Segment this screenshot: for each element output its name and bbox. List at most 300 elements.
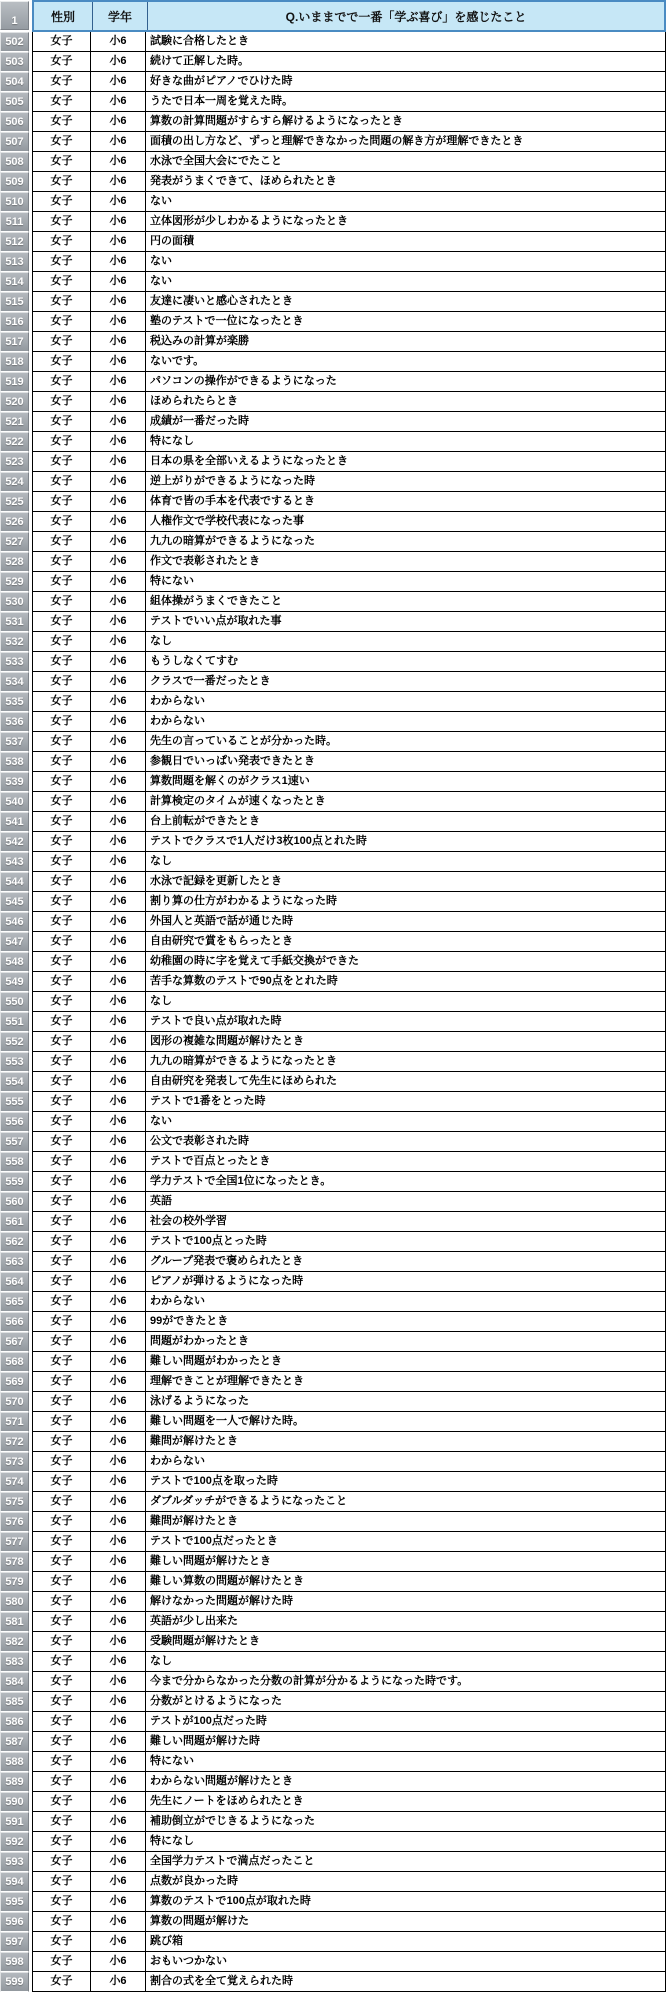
cell-answer[interactable]: 英語	[146, 1192, 666, 1212]
cell-gender[interactable]: 女子	[32, 472, 91, 492]
cell-gender[interactable]: 女子	[32, 1232, 91, 1252]
cell-gender[interactable]: 女子	[32, 1472, 91, 1492]
row-number[interactable]: 515	[0, 292, 29, 312]
cell-answer[interactable]: 日本の県を全部いえるようになったとき	[146, 452, 666, 472]
row-number[interactable]: 543	[0, 852, 29, 872]
cell-gender[interactable]: 女子	[32, 532, 91, 552]
cell-gender[interactable]: 女子	[32, 252, 91, 272]
cell-gender[interactable]: 女子	[32, 1812, 91, 1832]
cell-gender[interactable]: 女子	[32, 1212, 91, 1232]
cell-grade[interactable]: 小6	[91, 952, 146, 972]
cell-answer[interactable]: 算数のテストで100点が取れた時	[146, 1892, 666, 1912]
row-number[interactable]: 513	[0, 252, 29, 272]
cell-answer[interactable]: ダブルダッチができるようになったこと	[146, 1492, 666, 1512]
cell-answer[interactable]: 苦手な算数のテストで90点をとれた時	[146, 972, 666, 992]
cell-gender[interactable]: 女子	[32, 1572, 91, 1592]
cell-gender[interactable]: 女子	[32, 1832, 91, 1852]
cell-grade[interactable]: 小6	[91, 1872, 146, 1892]
cell-gender[interactable]: 女子	[32, 212, 91, 232]
cell-gender[interactable]: 女子	[32, 1392, 91, 1412]
cell-answer[interactable]: ない	[146, 192, 666, 212]
cell-grade[interactable]: 小6	[91, 1612, 146, 1632]
cell-grade[interactable]: 小6	[91, 432, 146, 452]
cell-answer[interactable]: テストで1番をとった時	[146, 1092, 666, 1112]
row-number[interactable]: 523	[0, 452, 29, 472]
cell-answer[interactable]: わからない	[146, 692, 666, 712]
cell-answer[interactable]: 成績が一番だった時	[146, 412, 666, 432]
cell-grade[interactable]: 小6	[91, 1252, 146, 1272]
cell-gender[interactable]: 女子	[32, 772, 91, 792]
row-number[interactable]: 554	[0, 1072, 29, 1092]
cell-grade[interactable]: 小6	[91, 932, 146, 952]
cell-answer[interactable]: クラスで一番だったとき	[146, 672, 666, 692]
cell-gender[interactable]: 女子	[32, 1872, 91, 1892]
row-number[interactable]: 578	[0, 1552, 29, 1572]
cell-gender[interactable]: 女子	[32, 832, 91, 852]
row-number[interactable]: 529	[0, 572, 29, 592]
row-number[interactable]: 525	[0, 492, 29, 512]
cell-gender[interactable]: 女子	[32, 1292, 91, 1312]
cell-grade[interactable]: 小6	[91, 1972, 146, 1992]
cell-answer[interactable]: 難しい問題が解けた時	[146, 1732, 666, 1752]
cell-gender[interactable]: 女子	[32, 932, 91, 952]
cell-grade[interactable]: 小6	[91, 1732, 146, 1752]
cell-grade[interactable]: 小6	[91, 732, 146, 752]
row-number[interactable]: 564	[0, 1272, 29, 1292]
cell-grade[interactable]: 小6	[91, 252, 146, 272]
cell-grade[interactable]: 小6	[91, 1052, 146, 1072]
row-number[interactable]: 521	[0, 412, 29, 432]
row-number[interactable]: 586	[0, 1712, 29, 1732]
cell-gender[interactable]: 女子	[32, 112, 91, 132]
cell-gender[interactable]: 女子	[32, 1072, 91, 1092]
row-number[interactable]: 514	[0, 272, 29, 292]
row-number[interactable]: 502	[0, 32, 29, 52]
cell-answer[interactable]: 英語が少し出来た	[146, 1612, 666, 1632]
cell-gender[interactable]: 女子	[32, 1012, 91, 1032]
row-header-1[interactable]: 1	[0, 1, 29, 30]
cell-gender[interactable]: 女子	[32, 872, 91, 892]
row-number[interactable]: 588	[0, 1752, 29, 1772]
row-number[interactable]: 522	[0, 432, 29, 452]
row-number[interactable]: 598	[0, 1952, 29, 1972]
cell-grade[interactable]: 小6	[91, 332, 146, 352]
cell-grade[interactable]: 小6	[91, 1072, 146, 1092]
row-number[interactable]: 535	[0, 692, 29, 712]
cell-gender[interactable]: 女子	[32, 952, 91, 972]
row-number[interactable]: 594	[0, 1872, 29, 1892]
cell-grade[interactable]: 小6	[91, 1712, 146, 1732]
cell-answer[interactable]: 特にない	[146, 572, 666, 592]
cell-gender[interactable]: 女子	[32, 512, 91, 532]
row-number[interactable]: 572	[0, 1432, 29, 1452]
row-number[interactable]: 506	[0, 112, 29, 132]
cell-answer[interactable]: なし	[146, 1652, 666, 1672]
cell-answer[interactable]: ない	[146, 1112, 666, 1132]
cell-gender[interactable]: 女子	[32, 1972, 91, 1992]
row-number[interactable]: 549	[0, 972, 29, 992]
cell-answer[interactable]: 好きな曲がピアノでひけた時	[146, 72, 666, 92]
cell-grade[interactable]: 小6	[91, 1852, 146, 1872]
cell-grade[interactable]: 小6	[91, 832, 146, 852]
cell-gender[interactable]: 女子	[32, 1492, 91, 1512]
cell-answer[interactable]: ピアノが弾けるようになった時	[146, 1272, 666, 1292]
cell-gender[interactable]: 女子	[32, 752, 91, 772]
cell-grade[interactable]: 小6	[91, 592, 146, 612]
row-number[interactable]: 539	[0, 772, 29, 792]
cell-answer[interactable]: グループ発表で褒められたとき	[146, 1252, 666, 1272]
cell-gender[interactable]: 女子	[32, 152, 91, 172]
cell-gender[interactable]: 女子	[32, 372, 91, 392]
cell-gender[interactable]: 女子	[32, 652, 91, 672]
row-number[interactable]: 542	[0, 832, 29, 852]
cell-gender[interactable]: 女子	[32, 432, 91, 452]
cell-answer[interactable]: テストでいい点が取れた事	[146, 612, 666, 632]
row-number[interactable]: 597	[0, 1932, 29, 1952]
cell-grade[interactable]: 小6	[91, 1572, 146, 1592]
cell-grade[interactable]: 小6	[91, 1692, 146, 1712]
cell-grade[interactable]: 小6	[91, 352, 146, 372]
cell-grade[interactable]: 小6	[91, 1592, 146, 1612]
row-number[interactable]: 546	[0, 912, 29, 932]
row-number[interactable]: 559	[0, 1172, 29, 1192]
cell-gender[interactable]: 女子	[32, 792, 91, 812]
cell-grade[interactable]: 小6	[91, 472, 146, 492]
cell-grade[interactable]: 小6	[91, 1832, 146, 1852]
cell-answer[interactable]: なし	[146, 852, 666, 872]
cell-gender[interactable]: 女子	[32, 292, 91, 312]
cell-gender[interactable]: 女子	[32, 1712, 91, 1732]
cell-answer[interactable]: 全国学力テストで満点だったこと	[146, 1852, 666, 1872]
cell-grade[interactable]: 小6	[91, 92, 146, 112]
row-number[interactable]: 544	[0, 872, 29, 892]
cell-grade[interactable]: 小6	[91, 812, 146, 832]
row-number[interactable]: 533	[0, 652, 29, 672]
cell-grade[interactable]: 小6	[91, 1952, 146, 1972]
cell-answer[interactable]: 補助倒立がでじきるようになった	[146, 1812, 666, 1832]
cell-grade[interactable]: 小6	[91, 32, 146, 52]
cell-gender[interactable]: 女子	[32, 1192, 91, 1212]
cell-grade[interactable]: 小6	[91, 1292, 146, 1312]
cell-answer[interactable]: 発表がうまくできて、ほめられたとき	[146, 172, 666, 192]
cell-grade[interactable]: 小6	[91, 132, 146, 152]
cell-grade[interactable]: 小6	[91, 452, 146, 472]
cell-answer[interactable]: テストで良い点が取れた時	[146, 1012, 666, 1032]
cell-answer[interactable]: 学力テストで全国1位になったとき。	[146, 1172, 666, 1192]
cell-gender[interactable]: 女子	[32, 732, 91, 752]
cell-gender[interactable]: 女子	[32, 1612, 91, 1632]
cell-answer[interactable]: 続けて正解した時。	[146, 52, 666, 72]
cell-answer[interactable]: 難しい問題を一人で解けた時。	[146, 1412, 666, 1432]
row-number[interactable]: 528	[0, 552, 29, 572]
row-number[interactable]: 510	[0, 192, 29, 212]
cell-gender[interactable]: 女子	[32, 172, 91, 192]
cell-gender[interactable]: 女子	[32, 852, 91, 872]
cell-grade[interactable]: 小6	[91, 972, 146, 992]
row-number[interactable]: 584	[0, 1672, 29, 1692]
cell-grade[interactable]: 小6	[91, 852, 146, 872]
row-number[interactable]: 580	[0, 1592, 29, 1612]
row-number[interactable]: 519	[0, 372, 29, 392]
cell-grade[interactable]: 小6	[91, 1412, 146, 1432]
row-number[interactable]: 589	[0, 1772, 29, 1792]
cell-answer[interactable]: うたで日本一周を覚えた時。	[146, 92, 666, 112]
cell-grade[interactable]: 小6	[91, 1192, 146, 1212]
row-number[interactable]: 527	[0, 532, 29, 552]
cell-answer[interactable]: なし	[146, 632, 666, 652]
row-number[interactable]: 503	[0, 52, 29, 72]
column-header-grade[interactable]: 学年	[93, 2, 148, 30]
cell-answer[interactable]: わからない問題が解けたとき	[146, 1772, 666, 1792]
row-number[interactable]: 562	[0, 1232, 29, 1252]
cell-gender[interactable]: 女子	[32, 1652, 91, 1672]
cell-grade[interactable]: 小6	[91, 1272, 146, 1292]
row-number[interactable]: 599	[0, 1972, 29, 1992]
cell-answer[interactable]: テストで100点とった時	[146, 1232, 666, 1252]
cell-gender[interactable]: 女子	[32, 972, 91, 992]
cell-answer[interactable]: 九九の暗算ができるようになった	[146, 532, 666, 552]
cell-answer[interactable]: 立体図形が少しわかるようになったとき	[146, 212, 666, 232]
cell-gender[interactable]: 女子	[32, 1092, 91, 1112]
cell-gender[interactable]: 女子	[32, 1892, 91, 1912]
cell-answer[interactable]: 社会の校外学習	[146, 1212, 666, 1232]
row-number[interactable]: 582	[0, 1632, 29, 1652]
cell-answer[interactable]: 特になし	[146, 1832, 666, 1852]
row-number[interactable]: 526	[0, 512, 29, 532]
row-number[interactable]: 557	[0, 1132, 29, 1152]
cell-grade[interactable]: 小6	[91, 52, 146, 72]
column-header-question[interactable]: Q.いままでで一番「学ぶ喜び」を感じたこと	[285, 9, 527, 24]
row-number[interactable]: 568	[0, 1352, 29, 1372]
cell-answer[interactable]: 作文で表彰されたとき	[146, 552, 666, 572]
cell-answer[interactable]: 難しい算数の問題が解けたとき	[146, 1572, 666, 1592]
cell-answer[interactable]: テストでクラスで1人だけ3枚100点とれた時	[146, 832, 666, 852]
cell-answer[interactable]: テストで100点だったとき	[146, 1532, 666, 1552]
cell-gender[interactable]: 女子	[32, 1852, 91, 1872]
cell-grade[interactable]: 小6	[91, 712, 146, 732]
cell-answer[interactable]: 理解できことが理解できたとき	[146, 1372, 666, 1392]
row-number[interactable]: 563	[0, 1252, 29, 1272]
cell-grade[interactable]: 小6	[91, 72, 146, 92]
row-number[interactable]: 520	[0, 392, 29, 412]
cell-answer[interactable]: もうしなくてすむ	[146, 652, 666, 672]
row-number[interactable]: 532	[0, 632, 29, 652]
cell-gender[interactable]: 女子	[32, 1952, 91, 1972]
cell-gender[interactable]: 女子	[32, 452, 91, 472]
cell-answer[interactable]: 外国人と英語で話が通じた時	[146, 912, 666, 932]
row-number[interactable]: 575	[0, 1492, 29, 1512]
cell-gender[interactable]: 女子	[32, 1512, 91, 1532]
cell-answer[interactable]: 泳げるようになった	[146, 1392, 666, 1412]
row-number[interactable]: 596	[0, 1912, 29, 1932]
row-number[interactable]: 545	[0, 892, 29, 912]
cell-gender[interactable]: 女子	[32, 1352, 91, 1372]
cell-grade[interactable]: 小6	[91, 172, 146, 192]
cell-grade[interactable]: 小6	[91, 1032, 146, 1052]
cell-grade[interactable]: 小6	[91, 392, 146, 412]
row-number[interactable]: 509	[0, 172, 29, 192]
row-number[interactable]: 537	[0, 732, 29, 752]
cell-grade[interactable]: 小6	[91, 1112, 146, 1132]
cell-grade[interactable]: 小6	[91, 1552, 146, 1572]
cell-grade[interactable]: 小6	[91, 372, 146, 392]
cell-answer[interactable]: テストが100点だった時	[146, 1712, 666, 1732]
cell-answer[interactable]: 体育で皆の手本を代表でするとき	[146, 492, 666, 512]
cell-gender[interactable]: 女子	[32, 1752, 91, 1772]
cell-gender[interactable]: 女子	[32, 1432, 91, 1452]
cell-gender[interactable]: 女子	[32, 1112, 91, 1132]
cell-gender[interactable]: 女子	[32, 612, 91, 632]
cell-gender[interactable]: 女子	[32, 572, 91, 592]
row-number[interactable]: 566	[0, 1312, 29, 1332]
cell-answer[interactable]: 分数がとけるようになった	[146, 1692, 666, 1712]
cell-answer[interactable]: 難問が解けたとき	[146, 1512, 666, 1532]
cell-grade[interactable]: 小6	[91, 152, 146, 172]
cell-answer[interactable]: 難しい問題が解けたとき	[146, 1552, 666, 1572]
row-number[interactable]: 560	[0, 1192, 29, 1212]
cell-answer[interactable]: 解けなかった問題が解けた時	[146, 1592, 666, 1612]
cell-gender[interactable]: 女子	[32, 332, 91, 352]
cell-grade[interactable]: 小6	[91, 1232, 146, 1252]
cell-grade[interactable]: 小6	[91, 632, 146, 652]
cell-gender[interactable]: 女子	[32, 412, 91, 432]
row-number[interactable]: 516	[0, 312, 29, 332]
cell-grade[interactable]: 小6	[91, 312, 146, 332]
cell-grade[interactable]: 小6	[91, 792, 146, 812]
row-number[interactable]: 518	[0, 352, 29, 372]
row-number[interactable]: 574	[0, 1472, 29, 1492]
cell-grade[interactable]: 小6	[91, 1372, 146, 1392]
cell-gender[interactable]: 女子	[32, 1152, 91, 1172]
cell-grade[interactable]: 小6	[91, 1392, 146, 1412]
cell-grade[interactable]: 小6	[91, 672, 146, 692]
cell-grade[interactable]: 小6	[91, 532, 146, 552]
cell-answer[interactable]: 受験問題が解けたとき	[146, 1632, 666, 1652]
cell-answer[interactable]: テストで100点を取った時	[146, 1472, 666, 1492]
cell-gender[interactable]: 女子	[32, 232, 91, 252]
cell-gender[interactable]: 女子	[32, 1332, 91, 1352]
cell-answer[interactable]: 図形の複雑な問題が解けたとき	[146, 1032, 666, 1052]
row-number[interactable]: 511	[0, 212, 29, 232]
row-number[interactable]: 579	[0, 1572, 29, 1592]
row-number[interactable]: 585	[0, 1692, 29, 1712]
cell-gender[interactable]: 女子	[32, 1532, 91, 1552]
cell-gender[interactable]: 女子	[32, 592, 91, 612]
cell-gender[interactable]: 女子	[32, 632, 91, 652]
cell-gender[interactable]: 女子	[32, 1592, 91, 1612]
cell-gender[interactable]: 女子	[32, 892, 91, 912]
cell-gender[interactable]: 女子	[32, 1452, 91, 1472]
cell-grade[interactable]: 小6	[91, 1932, 146, 1952]
cell-grade[interactable]: 小6	[91, 232, 146, 252]
cell-answer[interactable]: 面積の出し方など、ずっと理解できなかった問題の解き方が理解できたとき	[146, 132, 666, 152]
cell-grade[interactable]: 小6	[91, 1012, 146, 1032]
cell-gender[interactable]: 女子	[32, 32, 91, 52]
cell-grade[interactable]: 小6	[91, 1312, 146, 1332]
row-number[interactable]: 538	[0, 752, 29, 772]
cell-gender[interactable]: 女子	[32, 1032, 91, 1052]
cell-gender[interactable]: 女子	[32, 1932, 91, 1952]
cell-gender[interactable]: 女子	[32, 1692, 91, 1712]
cell-grade[interactable]: 小6	[91, 272, 146, 292]
cell-gender[interactable]: 女子	[32, 352, 91, 372]
cell-answer[interactable]: 九九の暗算ができるようになったとき	[146, 1052, 666, 1072]
column-header-gender[interactable]: 性別	[34, 2, 93, 30]
cell-answer[interactable]: 水泳で記録を更新したとき	[146, 872, 666, 892]
cell-grade[interactable]: 小6	[91, 992, 146, 1012]
cell-gender[interactable]: 女子	[32, 1372, 91, 1392]
cell-gender[interactable]: 女子	[32, 392, 91, 412]
row-number[interactable]: 530	[0, 592, 29, 612]
cell-grade[interactable]: 小6	[91, 692, 146, 712]
cell-grade[interactable]: 小6	[91, 1092, 146, 1112]
row-number[interactable]: 531	[0, 612, 29, 632]
cell-gender[interactable]: 女子	[32, 1132, 91, 1152]
cell-grade[interactable]: 小6	[91, 1432, 146, 1452]
row-number[interactable]: 567	[0, 1332, 29, 1352]
cell-answer[interactable]: 参観日でいっぱい発表できたとき	[146, 752, 666, 772]
cell-answer[interactable]: 今まで分からなかった分数の計算が分かるようになった時です。	[146, 1672, 666, 1692]
cell-grade[interactable]: 小6	[91, 1472, 146, 1492]
cell-answer[interactable]: 点数が良かった時	[146, 1872, 666, 1892]
cell-gender[interactable]: 女子	[32, 72, 91, 92]
cell-grade[interactable]: 小6	[91, 1352, 146, 1372]
row-number[interactable]: 508	[0, 152, 29, 172]
cell-answer[interactable]: わからない	[146, 712, 666, 732]
cell-gender[interactable]: 女子	[32, 52, 91, 72]
row-number[interactable]: 536	[0, 712, 29, 732]
row-number[interactable]: 553	[0, 1052, 29, 1072]
cell-gender[interactable]: 女子	[32, 992, 91, 1012]
cell-gender[interactable]: 女子	[32, 712, 91, 732]
cell-grade[interactable]: 小6	[91, 1132, 146, 1152]
cell-answer[interactable]: パソコンの操作ができるようになった	[146, 372, 666, 392]
cell-grade[interactable]: 小6	[91, 1332, 146, 1352]
cell-answer[interactable]: 計算検定のタイムが速くなったとき	[146, 792, 666, 812]
row-number[interactable]: 565	[0, 1292, 29, 1312]
cell-grade[interactable]: 小6	[91, 1172, 146, 1192]
cell-gender[interactable]: 女子	[32, 1732, 91, 1752]
cell-grade[interactable]: 小6	[91, 212, 146, 232]
cell-answer[interactable]: 公文で表彰された時	[146, 1132, 666, 1152]
row-number[interactable]: 550	[0, 992, 29, 1012]
cell-answer[interactable]: 算数問題を解くのがクラス1速い	[146, 772, 666, 792]
row-number[interactable]: 581	[0, 1612, 29, 1632]
cell-gender[interactable]: 女子	[32, 1172, 91, 1192]
row-number[interactable]: 591	[0, 1812, 29, 1832]
cell-gender[interactable]: 女子	[32, 92, 91, 112]
cell-grade[interactable]: 小6	[91, 292, 146, 312]
cell-grade[interactable]: 小6	[91, 1812, 146, 1832]
cell-gender[interactable]: 女子	[32, 272, 91, 292]
cell-answer[interactable]: ほめられたらとき	[146, 392, 666, 412]
cell-answer[interactable]: 99ができたとき	[146, 1312, 666, 1332]
row-number[interactable]: 556	[0, 1112, 29, 1132]
cell-grade[interactable]: 小6	[91, 192, 146, 212]
cell-answer[interactable]: 難しい問題がわかったとき	[146, 1352, 666, 1372]
cell-gender[interactable]: 女子	[32, 1052, 91, 1072]
cell-gender[interactable]: 女子	[32, 1632, 91, 1652]
cell-gender[interactable]: 女子	[32, 132, 91, 152]
cell-gender[interactable]: 女子	[32, 1792, 91, 1812]
cell-grade[interactable]: 小6	[91, 1632, 146, 1652]
cell-gender[interactable]: 女子	[32, 1912, 91, 1932]
row-number[interactable]: 576	[0, 1512, 29, 1532]
row-number[interactable]: 555	[0, 1092, 29, 1112]
cell-answer[interactable]: 塾のテストで一位になったとき	[146, 312, 666, 332]
row-number[interactable]: 551	[0, 1012, 29, 1032]
cell-grade[interactable]: 小6	[91, 892, 146, 912]
